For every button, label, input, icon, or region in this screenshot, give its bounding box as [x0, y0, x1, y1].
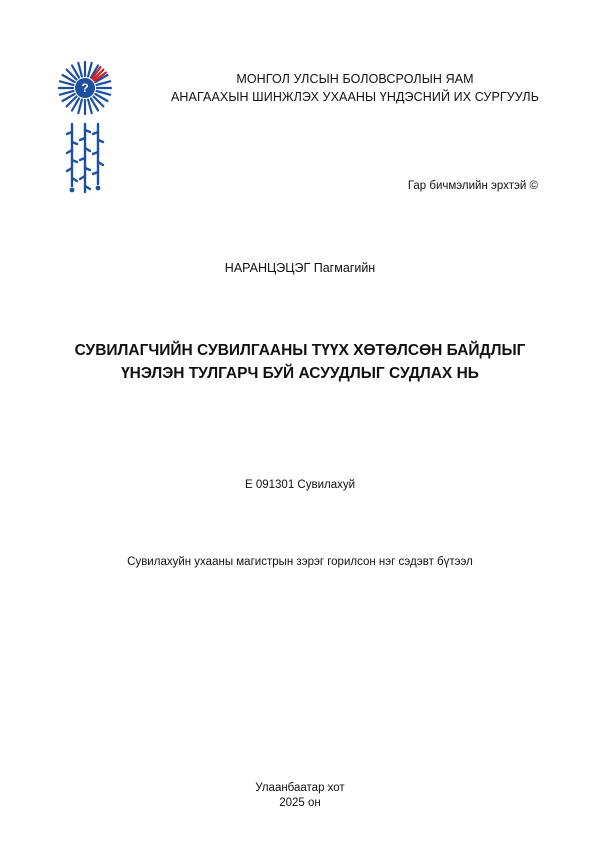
- university-name: АНАГААХЫН ШИНЖЛЭХ УХААНЫ ҮНДЭСНИЙ ИХ СУРГУУЛЬ: [170, 90, 540, 104]
- program-code: Е 091301 Сувилахуй: [244, 479, 356, 491]
- institution-header: [120, 70, 590, 106]
- thesis-title-line-1: СУВИЛАГЧИЙН СУВИЛГААНЫ ТҮҮХ ХӨТӨЛСӨН БАЙДЛЫГ: [74, 342, 526, 359]
- ministry-name: МОНГОЛ УЛСЫН БОЛОВСРОЛЫН ЯАМ: [236, 72, 474, 86]
- city: Улаанбаатар хот: [255, 782, 345, 794]
- university-logo: [52, 58, 118, 198]
- author-name: НАРАНЦЭЦЭГ Пагмагийн: [224, 261, 376, 275]
- thesis-title: [40, 339, 560, 385]
- copyright-notice: Гар бичмэлийн эрхтэй ©: [407, 180, 538, 192]
- place-and-year: [0, 781, 600, 811]
- thesis-title-line-2: ҮНЭЛЭН ТУЛГАРЧ БУЙ АСУУДЛЫГ СУДЛАХ НЬ: [121, 365, 479, 382]
- degree-statement: Сувилахуйн ухааны магистрын зэрэг горилсон нэг сэдэвт бүтээл: [127, 556, 473, 568]
- svg-text:?: ?: [81, 81, 89, 95]
- year: 2025 он: [279, 797, 321, 809]
